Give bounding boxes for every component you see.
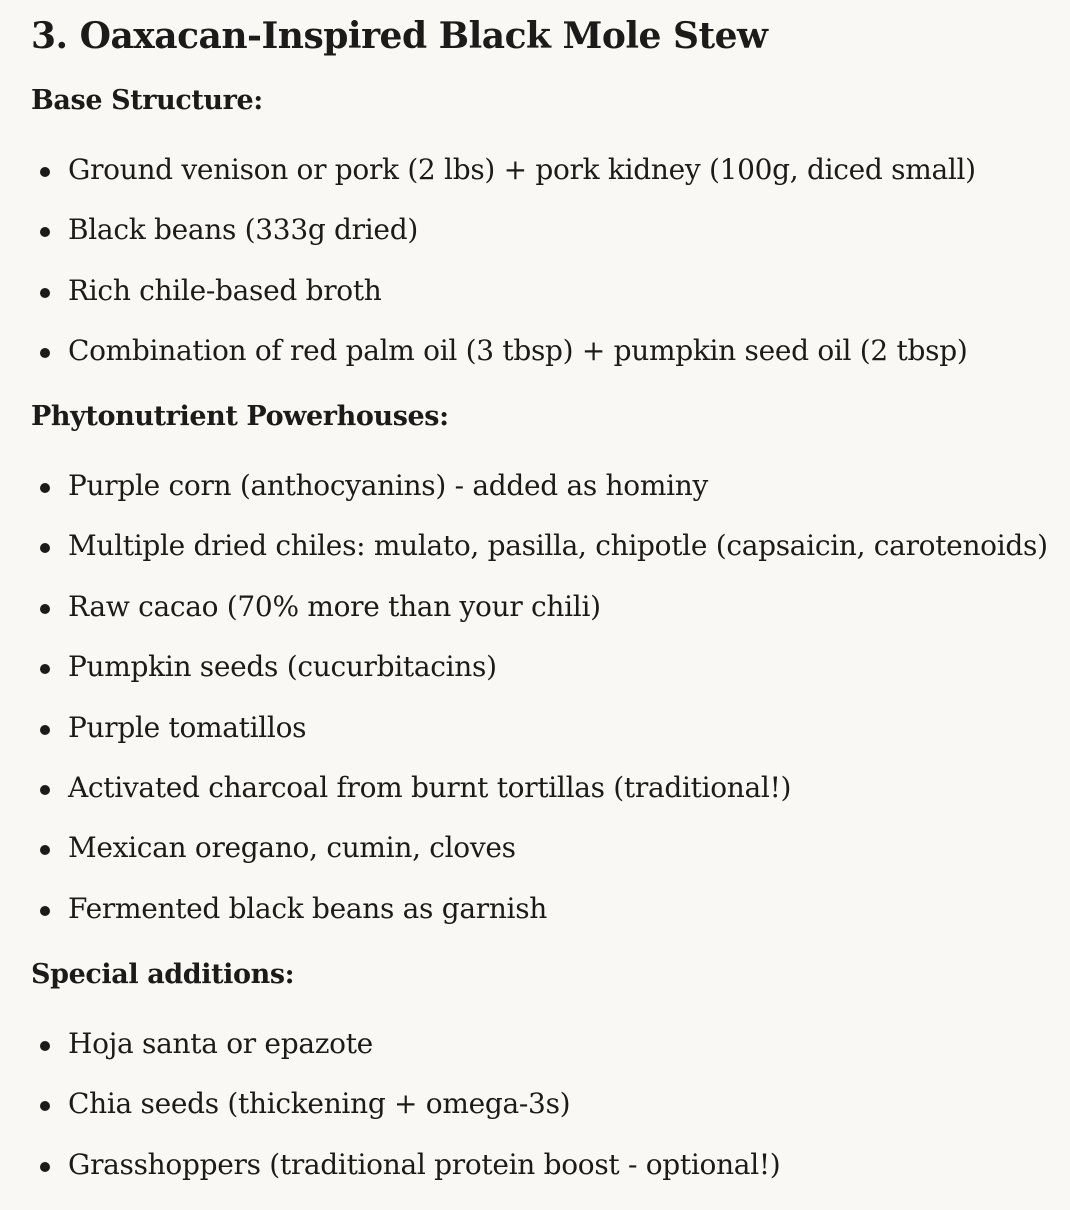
list-item-text: Raw cacao (70% more than your chili) [68,589,601,623]
list-item-text: Ground venison or pork (2 lbs) + pork kidney (100g, diced small) [68,153,976,186]
bullet-icon [40,906,50,916]
list-item-text: Black beans (333g dried) [68,213,418,247]
bullet-icon [40,288,50,298]
list-item-text: Purple corn (anthocyanins) - added as hominy [68,469,708,502]
bullet-icon [40,845,50,855]
list-item-text: Hoja santa or epazote [68,1027,373,1060]
bullet-icon [40,227,50,237]
bullet-icon [40,1041,50,1051]
recipe-title: 3. Oaxacan-Inspired Black Mole Stew [31,15,768,57]
list-item-text: Purple tomatillos [68,710,307,744]
bullet-icon [40,1101,50,1111]
bullet-icon [40,725,50,735]
bullet-icon [40,167,50,177]
bullet-icon [40,348,50,358]
list-item-text: Pumpkin seeds (cucurbitacins) [68,650,497,684]
bullet-icon [40,543,50,553]
list-item-text: Activated charcoal from burnt tortillas (traditional!) [68,770,792,804]
list-item-text: Chia seeds (thickening + omega-3s) [68,1087,571,1121]
section-heading-base-structure: Base Structure: [31,85,263,116]
bullet-icon [40,1162,50,1172]
bullet-icon [40,604,50,614]
list-item-text: Combination of red palm oil (3 tbsp) + pumpkin seed oil (2 tbsp) [68,334,968,368]
section-heading-phytonutrient-powerhouses: Phytonutrient Powerhouses: [31,401,449,432]
bullet-icon [40,664,50,674]
list-item-text: Grasshoppers (traditional protein boost - optional!) [68,1147,781,1181]
list-item-text: Multiple dried chiles: mulato, pasilla, chipotle (capsaicin, carotenoids) [68,529,1048,563]
section-heading-special-additions: Special additions: [31,959,295,990]
list-item-text: Mexican oregano, cumin, cloves [68,831,516,865]
bullet-icon [40,785,50,795]
bullet-icon [40,483,50,493]
list-item-text: Fermented black beans as garnish [68,891,548,925]
list-item-text: Rich chile-based broth [68,273,382,307]
